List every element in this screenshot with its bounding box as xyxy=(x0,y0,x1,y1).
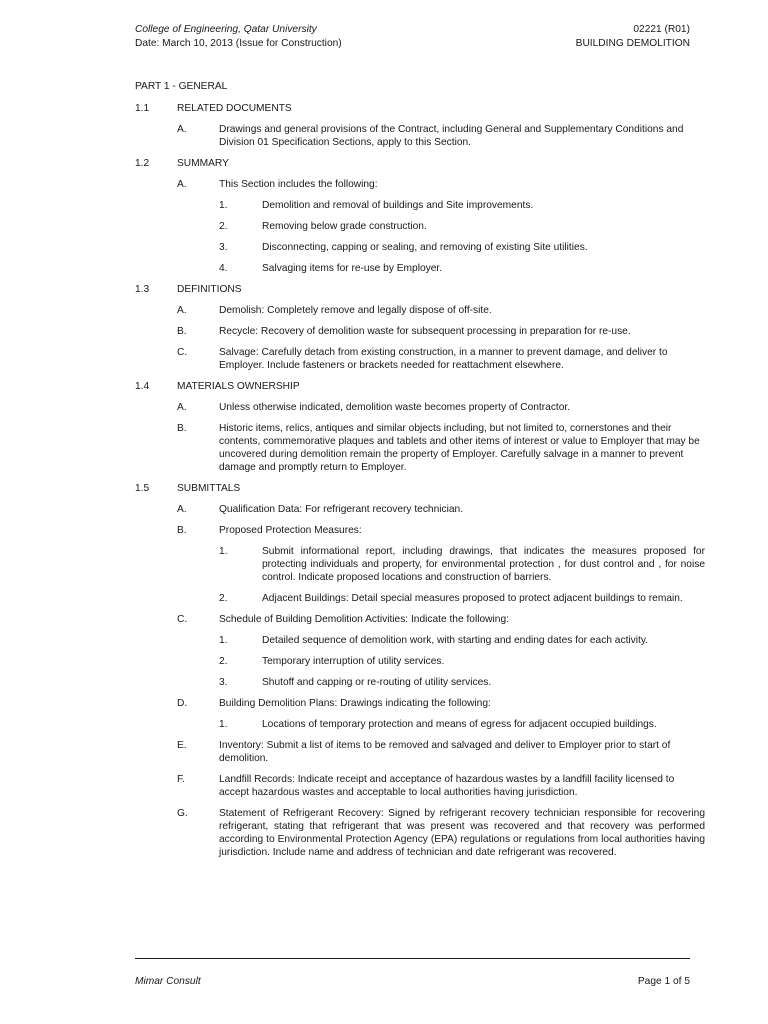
paragraph xyxy=(177,773,705,799)
subparagraph-text: Demolition and removal of buildings and Site improvements. xyxy=(262,200,534,211)
paragraph-number: F. xyxy=(177,774,185,785)
paragraph xyxy=(177,503,705,516)
subparagraph-text: Disconnecting, capping or sealing, and removing of existing Site utilities. xyxy=(262,242,588,253)
article-title: SUMMARY xyxy=(177,158,229,169)
subparagraph-number: 3. xyxy=(219,677,228,688)
article-heading xyxy=(135,102,705,115)
subparagraph xyxy=(219,241,705,254)
paragraph-number: C. xyxy=(177,614,188,625)
paragraph-number: A. xyxy=(177,504,187,515)
paragraph xyxy=(177,613,705,626)
subparagraph xyxy=(219,655,705,668)
article-heading xyxy=(135,380,705,393)
paragraph-number: A. xyxy=(177,305,187,316)
article-title: DEFINITIONS xyxy=(177,284,242,295)
subparagraph xyxy=(219,262,705,275)
subparagraph-number: 2. xyxy=(219,656,228,667)
subparagraph-number: 2. xyxy=(219,221,228,232)
subparagraph-number: 4. xyxy=(219,263,228,274)
article-title: MATERIALS OWNERSHIP xyxy=(177,381,300,392)
paragraph xyxy=(177,739,705,765)
subparagraph xyxy=(219,220,705,233)
article-number: 1.3 xyxy=(135,284,150,295)
paragraph xyxy=(177,346,705,372)
paragraph xyxy=(177,422,705,474)
subparagraph-number: 1. xyxy=(219,635,228,646)
subparagraph-text: Temporary interruption of utility services. xyxy=(262,656,445,667)
article-heading xyxy=(135,157,705,170)
paragraph-text: Historic items, relics, antiques and similar objects including, but not limited to, cornerstones and their contents, commemorative plaques and tablets and other items of interest or value to Employer that may be uncovered during demolition remain the property of Employer. Carefully salvage in a manner to prevent damage and promptly return to Employer. xyxy=(219,423,700,473)
document-body xyxy=(135,80,705,867)
paragraph-text: Recycle: Recovery of demolition waste for subsequent processing in preparation for re-use. xyxy=(219,326,631,337)
paragraph-text: Proposed Protection Measures: xyxy=(219,525,362,536)
article-heading xyxy=(135,482,705,495)
paragraph-number: E. xyxy=(177,740,187,751)
header-org: College of Engineering, Qatar University xyxy=(135,24,317,35)
subparagraph xyxy=(219,676,705,689)
subparagraph-number: 3. xyxy=(219,242,228,253)
subparagraph-text: Locations of temporary protection and means of egress for adjacent occupied buildings. xyxy=(262,719,657,730)
subparagraph xyxy=(219,199,705,212)
subparagraph xyxy=(219,718,705,731)
paragraph-text: Schedule of Building Demolition Activities: Indicate the following: xyxy=(219,614,509,625)
article-number: 1.5 xyxy=(135,483,150,494)
part-title: PART 1 - GENERAL xyxy=(135,81,228,92)
subparagraph-text: Adjacent Buildings: Detail special measures proposed to protect adjacent buildings to remain. xyxy=(262,593,683,604)
paragraph-number: C. xyxy=(177,347,188,358)
article-title: RELATED DOCUMENTS xyxy=(177,103,292,114)
paragraph-number: A. xyxy=(177,124,187,135)
paragraph-number: B. xyxy=(177,423,187,434)
paragraph-text: Statement of Refrigerant Recovery: Signed by refrigerant recovery technician responsible for recovering refrigerant, stating that refrigerant that was present was recovered and that recovery was performed according to Environmental Protection Agency (EPA) regulations or regulations from local authorities having jurisdiction. Include name and address of technician and date refrigerant was recovered. xyxy=(219,808,705,858)
paragraph-number: B. xyxy=(177,525,187,536)
paragraph-text: Salvage: Carefully detach from existing construction, in a manner to prevent damage, and deliver to Employer. Include fasteners or brackets needed for reattachment elsewhere. xyxy=(219,347,668,371)
paragraph-number: B. xyxy=(177,326,187,337)
paragraph xyxy=(177,325,705,338)
paragraph-number: A. xyxy=(177,402,187,413)
subparagraph xyxy=(219,592,705,605)
paragraph xyxy=(177,807,705,859)
page-header xyxy=(135,23,690,51)
subparagraph xyxy=(219,545,705,584)
article-heading xyxy=(135,283,705,296)
page-footer xyxy=(135,975,690,988)
paragraph-number: A. xyxy=(177,179,187,190)
footer-company: Mimar Consult xyxy=(135,976,201,987)
header-title: BUILDING DEMOLITION xyxy=(575,38,690,49)
paragraph-text: Demolish: Completely remove and legally dispose of off-site. xyxy=(219,305,492,316)
paragraph-text: Building Demolition Plans: Drawings indicating the following: xyxy=(219,698,491,709)
paragraph-text: Unless otherwise indicated, demolition waste becomes property of Contractor. xyxy=(219,402,571,413)
subparagraph-text: Removing below grade construction. xyxy=(262,221,427,232)
subparagraph-text: Submit informational report, including drawings, that indicates the measures proposed for protecting individuals and property, for environmental protection , for dust control and , for noise control. Indicate proposed locations and construction of barriers. xyxy=(262,546,705,583)
subparagraph-number: 1. xyxy=(219,200,228,211)
subparagraph-number: 1. xyxy=(219,546,228,557)
article-number: 1.1 xyxy=(135,103,150,114)
paragraph-text: Drawings and general provisions of the Contract, including General and Supplementary Conditions and Division 01 Specification Sections, apply to this Section. xyxy=(219,124,684,148)
footer-divider xyxy=(135,958,690,959)
article-number: 1.4 xyxy=(135,381,150,392)
paragraph-text: Landfill Records: Indicate receipt and acceptance of hazardous wastes by a landfill facility licensed to accept hazardous wastes and acceptable to local authorities having jurisdiction. xyxy=(219,774,675,798)
paragraph xyxy=(177,123,705,149)
subparagraph-text: Shutoff and capping or re-routing of utility services. xyxy=(262,677,492,688)
footer-page-number: Page 1 of 5 xyxy=(637,976,690,987)
article-number: 1.2 xyxy=(135,158,150,169)
paragraph-text: Inventory: Submit a list of items to be removed and salvaged and deliver to Employer prior to start of demolition. xyxy=(219,740,671,764)
subparagraph-text: Detailed sequence of demolition work, with starting and ending dates for each activity. xyxy=(262,635,649,646)
subparagraph-text: Salvaging items for re-use by Employer. xyxy=(262,263,443,274)
paragraph-text: This Section includes the following: xyxy=(219,179,378,190)
paragraph xyxy=(177,178,705,191)
subparagraph xyxy=(219,634,705,647)
subparagraph-number: 1. xyxy=(219,719,228,730)
article-title: SUBMITTALS xyxy=(177,483,241,494)
paragraph-text: Qualification Data: For refrigerant recovery technician. xyxy=(219,504,464,515)
header-code: 02221 (R01) xyxy=(633,24,690,35)
paragraph xyxy=(177,697,705,710)
paragraph xyxy=(177,524,705,537)
subparagraph-number: 2. xyxy=(219,593,228,604)
paragraph-number: D. xyxy=(177,698,188,709)
paragraph xyxy=(177,401,705,414)
header-date: Date: March 10, 2013 (Issue for Construction) xyxy=(135,38,342,49)
paragraph xyxy=(177,304,705,317)
paragraph-number: G. xyxy=(177,808,188,819)
